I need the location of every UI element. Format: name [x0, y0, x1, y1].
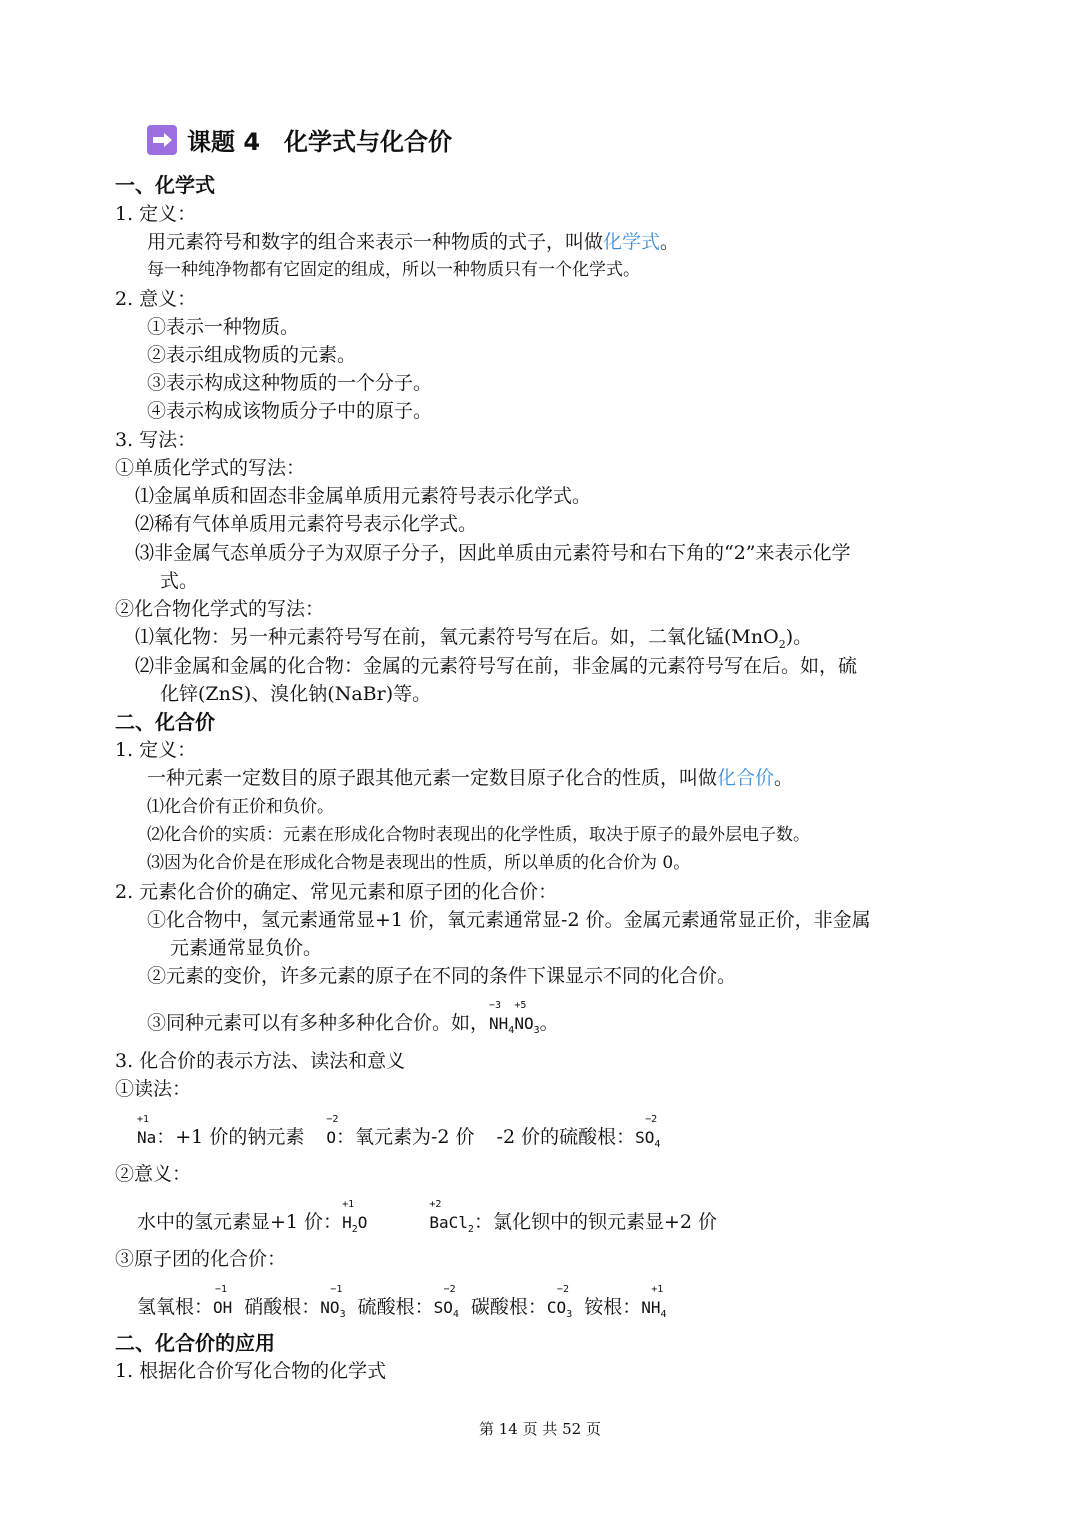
compound-item-cont: 化锌(ZnS)、溴化钠(NaBr)等。	[160, 683, 432, 705]
valence-determine-item-cont: 元素通常显负价。	[170, 937, 323, 959]
formula-o: −2 O	[326, 1114, 339, 1147]
valence-reading-label: ①读法：	[115, 1078, 192, 1100]
formula-definition-label: 1. 定义：	[115, 203, 197, 225]
valence-representation-label: 3. 化合价的表示方法、读法和意义	[115, 1050, 406, 1072]
term-chemical-formula: 化学式	[603, 231, 661, 253]
compound-item: ⑴氧化物：另一种元素符号写在前，氧元素符号写在后。如，二氧化锰(MnO$_2$)。	[135, 626, 813, 651]
formula-h2o: +1 $H_2O$	[342, 1199, 368, 1235]
valence-reading-examples: +1 Na：+1 价的钠元素 −2 O：氧元素为-2 价 -2 价的硫酸根： −2 $SO_4$	[137, 1114, 661, 1150]
valence-determine-label: 2. 元素化合价的确定、常见元素和原子团的化合价：	[115, 881, 558, 903]
simple-substance-item-cont: 式。	[160, 570, 199, 592]
section-heading-formula: 一、化学式	[115, 173, 215, 197]
formula-nh4no3: −3 $NH_4$ +5 $NO_3$	[489, 1000, 540, 1036]
valence-note: ⑶因为化合价是在形成化合物是表现出的性质，所以单质的化合价为 0。	[147, 853, 691, 873]
compound-label: ②化合物化学式的写法：	[115, 598, 325, 620]
formula-meaning-item: ③表示构成这种物质的一个分子。	[147, 372, 433, 394]
valence-meaning-label: ②意义：	[115, 1163, 192, 1185]
simple-substance-item: ⑵稀有气体单质用元素符号表示化学式。	[135, 513, 478, 535]
formula-definition-note: 每一种纯净物都有它固定的组成，所以一种物质只有一个化学式。	[147, 260, 640, 280]
lesson-title	[147, 124, 452, 160]
valence-definition-label: 1. 定义：	[115, 739, 197, 761]
arrow-right-icon	[147, 125, 177, 155]
valence-note: ⑵化合价的实质：元素在形成化合物时表现出的化学性质，取决于原子的最外层电子数。	[147, 825, 810, 845]
valence-meaning-examples: 水中的氢元素显+1 价： +1 $H_2O$ +2 BaCl$_2$：氯化钡中的钡元素显+2 价	[137, 1199, 717, 1235]
simple-substance-label: ①单质化学式的写法：	[115, 457, 306, 479]
formula-meaning-label: 2. 意义：	[115, 288, 197, 310]
formula-oh: −1 OH	[213, 1284, 233, 1317]
application-item: 1. 根据化合价写化合物的化学式	[115, 1360, 387, 1382]
radical-valence-label: ③原子团的化合价：	[115, 1248, 287, 1270]
radical-valence-examples: 氢氧根： −1 OH 硝酸根： −1 $NO_3$ 硫酸根： −2 $SO_4$ 碳酸根： −2 $CO_3$ 铵根： +1 $NH_4$	[137, 1284, 667, 1320]
formula-no3: −1 $NO_3$	[320, 1284, 346, 1320]
valence-note: ⑴化合价有正价和负价。	[147, 797, 334, 817]
valence-definition: 一种元素一定数目的原子跟其他元素一定数目原子化合的性质，叫做化合价。	[147, 767, 794, 789]
section-heading-application: 二、化合价的应用	[115, 1331, 275, 1355]
formula-so4: −2 $SO_4$	[635, 1114, 661, 1150]
section-heading-valence: 二、化合价	[115, 710, 215, 734]
formula-definition: 用元素符号和数字的组合来表示一种物质的式子，叫做化学式。	[147, 231, 680, 253]
formula-bacl2: +2 BaCl$_2$	[429, 1199, 474, 1235]
simple-substance-item: ⑴金属单质和固态非金属单质用元素符号表示化学式。	[135, 485, 592, 507]
formula-meaning-item: ①表示一种物质。	[147, 316, 300, 338]
term-valence: 化合价	[717, 767, 775, 789]
compound-item: ⑵非金属和金属的化合物：金属的元素符号写在前，非金属的元素符号写在后。如，硫	[135, 655, 858, 677]
formula-meaning-item: ④表示构成该物质分子中的原子。	[147, 400, 433, 422]
formula-so4-radical: −2 $SO_4$	[433, 1284, 459, 1320]
valence-determine-item: ①化合物中，氢元素通常显+1 价，氧元素通常显-2 价。金属元素通常显正价，非金属	[147, 909, 871, 931]
formula-writing-label: 3. 写法：	[115, 429, 197, 451]
formula-co3: −2 $CO_3$	[546, 1284, 573, 1320]
valence-determine-item: ③同种元素可以有多种多种化合价。如， −3 $NH_4$ +5 $NO_3$。	[147, 1000, 559, 1036]
formula-nh4: +1 $NH_4$	[641, 1284, 667, 1320]
simple-substance-item: ⑶非金属气态单质分子为双原子分子，因此单质由元素符号和右下角的“2”来表示化学	[135, 542, 851, 564]
lesson-title-text: 课题 4 化学式与化合价	[187, 128, 453, 156]
valence-determine-item: ②元素的变价，许多元素的原子在不同的条件下课显示不同的化合价。	[147, 965, 737, 987]
page-number: 第 14 页 共 52 页	[478, 1420, 601, 1438]
formula-na: +1 Na	[137, 1114, 157, 1147]
formula-meaning-item: ②表示组成物质的元素。	[147, 344, 357, 366]
